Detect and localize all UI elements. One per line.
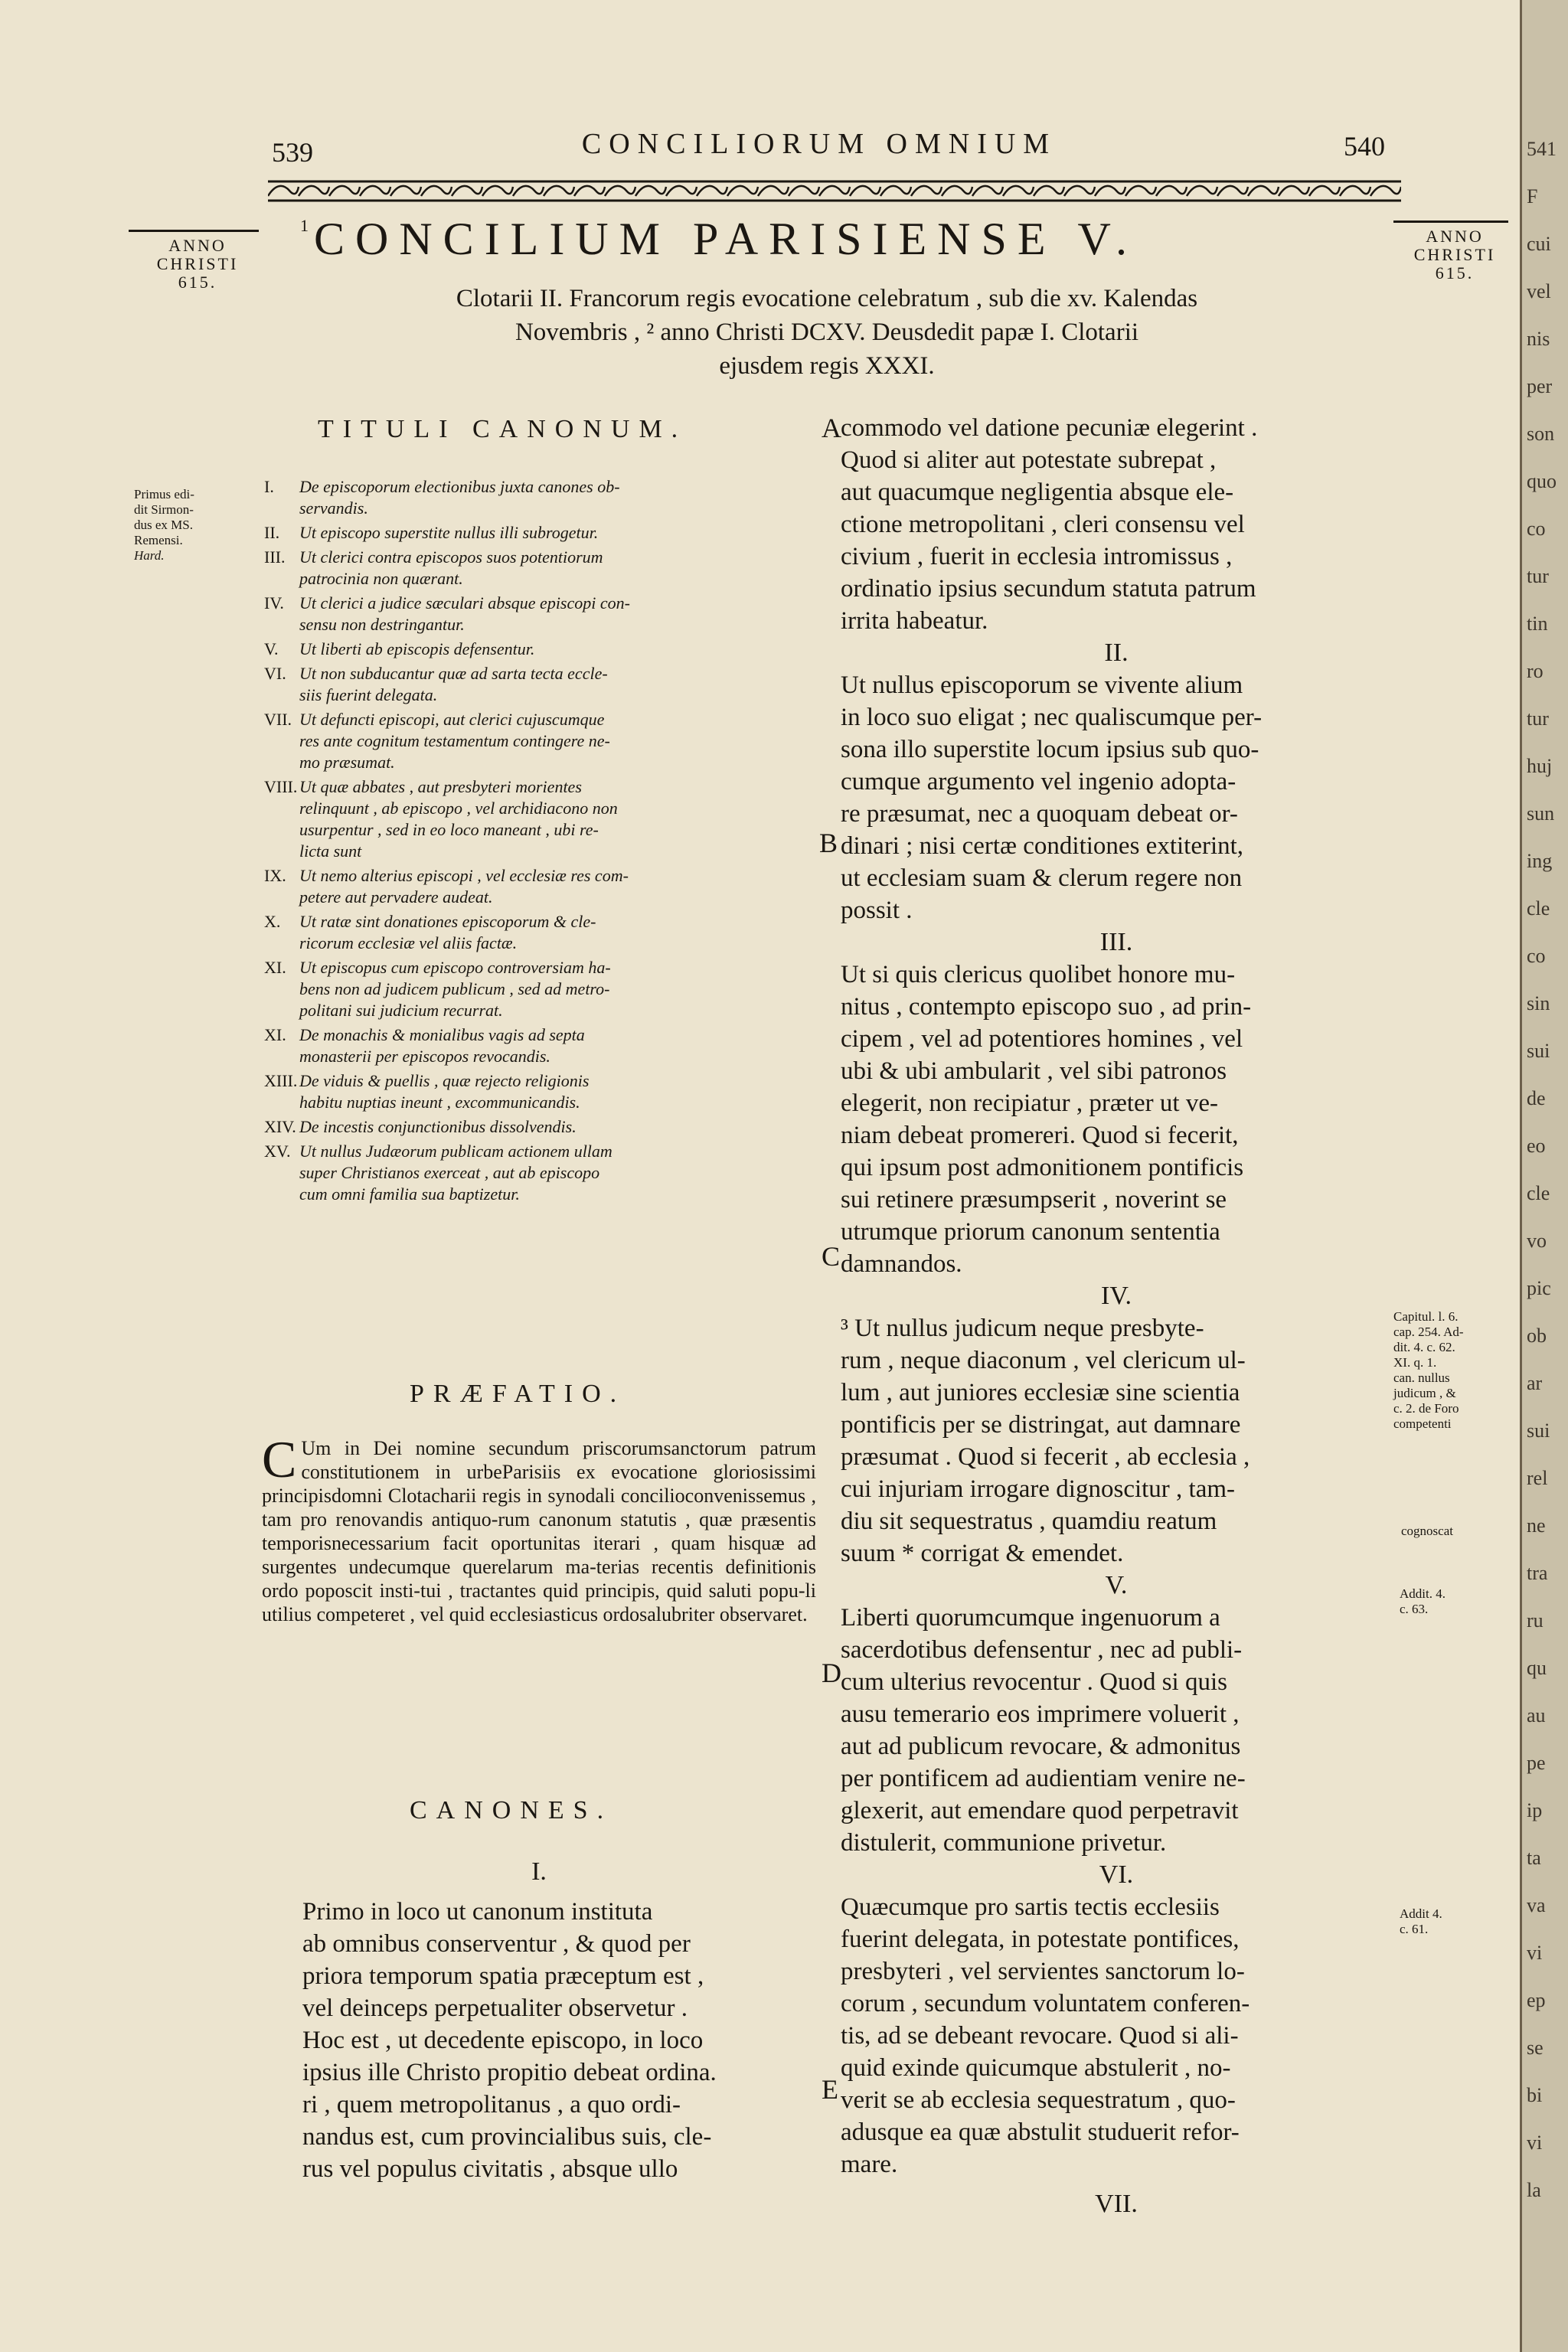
margin-note-line: dus ex MS. bbox=[134, 518, 193, 532]
canon-line: Quod si aliter aut potestate subrepat , bbox=[841, 446, 1217, 474]
margin-note-line: judicum , & bbox=[1393, 1386, 1456, 1400]
canon-line: ri , quem metropolitanus , a quo ordi- bbox=[302, 2091, 681, 2118]
next-page-fragment: F bbox=[1527, 185, 1538, 207]
canon-line: verit se ab ecclesia sequestratum , quo- bbox=[841, 2086, 1236, 2114]
praefatio-line: li utilius competeret , vel quid ecclesiasticus ordo bbox=[262, 1579, 816, 1625]
titulus-number: V. bbox=[264, 639, 279, 658]
subtitle-line: Clotarii II. Francorum regis evocatione celebratum , sub die xv. Kalendas bbox=[456, 285, 1198, 312]
titulus-text: Ut nemo alterius episcopi , vel ecclesiæ res com- bbox=[299, 866, 629, 885]
canon-line: glexerit, aut emendare quod perpetravit bbox=[841, 1797, 1239, 1824]
titulus-text: Ut non subducantur quæ ad sarta tecta eccle- bbox=[299, 664, 608, 683]
titulus-text: siis fuerint delegata. bbox=[299, 685, 438, 704]
next-page-fragment: ob bbox=[1527, 1325, 1547, 1347]
subtitle-line: ejusdem regis XXXI. bbox=[719, 352, 935, 380]
canon-line: qui ipsum post admonitionem pontificis bbox=[841, 1154, 1244, 1181]
canon-line: sui retinere præsumpserit , noverint se bbox=[841, 1186, 1227, 1214]
margin-note-left bbox=[134, 487, 218, 564]
ornamental-rule bbox=[268, 178, 1401, 204]
titulus-line bbox=[264, 709, 815, 730]
margin-note-line: cognoscat bbox=[1401, 1524, 1453, 1538]
anno-left bbox=[129, 230, 266, 292]
canon-line: re præsumat, nec a quoquam debeat or- bbox=[841, 800, 1238, 828]
titulus-line bbox=[264, 1000, 815, 1021]
tituli-list bbox=[264, 476, 815, 1208]
next-page-fragment: ta bbox=[1527, 1847, 1541, 1869]
titulus-text: licta sunt bbox=[299, 841, 362, 861]
canon-number: VI. bbox=[1099, 1860, 1134, 1889]
canon-line: quid exinde quicumque abstulerit , no- bbox=[841, 2054, 1231, 2082]
titulus-item bbox=[264, 1141, 815, 1205]
titulus-line bbox=[264, 1024, 815, 1046]
titulus-line bbox=[264, 798, 815, 819]
titulus-item bbox=[264, 663, 815, 706]
anno-year: 615. bbox=[1435, 263, 1475, 283]
titulus-line bbox=[264, 498, 815, 519]
canon-line: diu sit sequestratus , quamdiu reatum bbox=[841, 1508, 1217, 1535]
titulus-text: Ut clerici contra episcopos suos potentiorum bbox=[299, 547, 603, 567]
anno-right bbox=[1393, 220, 1516, 283]
canon-line: presbyteri , vel servientes sanctorum lo- bbox=[841, 1958, 1245, 1985]
praefatio-line: terias recentis definitionis ordo poposcit insti- bbox=[262, 1556, 816, 1602]
document-title: CONCILIUM PARISIENSE V. bbox=[314, 214, 1138, 264]
margin-note-line: c. 2. de Foro bbox=[1393, 1401, 1459, 1416]
canon-line: nandus est, cum provincialibus suis, cle- bbox=[302, 2123, 712, 2151]
next-page-fragment: ip bbox=[1527, 1799, 1543, 1821]
titulus-line bbox=[264, 593, 815, 614]
titulus-text: Ut defuncti episcopi, aut clerici cujuscumque bbox=[299, 710, 605, 729]
next-page-fragment: se bbox=[1527, 2037, 1544, 2059]
canon-line: ³ Ut nullus judicum neque presbyte- bbox=[841, 1315, 1204, 1342]
titulus-item bbox=[264, 709, 815, 773]
titulus-text: patrocinia non quærant. bbox=[299, 569, 463, 588]
canon-line: Hoc est , ut decedente episcopo, in loco bbox=[302, 2027, 704, 2054]
next-page-fragment: qu bbox=[1527, 1657, 1547, 1679]
next-page-fragment: ep bbox=[1527, 1989, 1546, 2011]
titulus-line bbox=[264, 819, 815, 841]
page-number-left: 539 bbox=[272, 137, 313, 168]
subtitle-line: Novembris , ² anno Christi DCXV. Deusdedit papæ I. Clotarii bbox=[514, 318, 1139, 346]
titulus-text: res ante cognitum testamentum contingere ne- bbox=[299, 731, 610, 750]
titulus-line bbox=[264, 568, 815, 590]
titulus-number: VIII. bbox=[264, 777, 298, 796]
right-column bbox=[841, 412, 1392, 2220]
canon-line: damnandos. bbox=[841, 1250, 962, 1278]
titulus-line bbox=[264, 978, 815, 1000]
canon-line: Ut si quis clericus quolibet honore mu- bbox=[841, 961, 1236, 988]
titulus-line bbox=[264, 1184, 815, 1205]
titulus-line bbox=[264, 639, 815, 660]
praefatio-line: Parisiis ex evocatione gloriosissimi principis bbox=[262, 1461, 816, 1507]
next-page-fragment: ar bbox=[1527, 1372, 1543, 1394]
canon-line: rum , neque diaconum , vel clericum ul- bbox=[841, 1347, 1246, 1374]
canon-line: tis, ad se debeant revocare. Quod si ali- bbox=[841, 2022, 1239, 2050]
canon-line: cumque argumento vel ingenio adopta- bbox=[841, 768, 1236, 795]
titulus-line bbox=[264, 887, 815, 908]
margin-note-line: dit Sirmon- bbox=[134, 502, 194, 517]
canon-line: utrumque priorum canonum sententia bbox=[841, 1218, 1220, 1246]
praefatio-line: necessarium facit oportunitas iterari , quam his bbox=[332, 1532, 752, 1554]
titulus-line bbox=[264, 663, 815, 684]
next-page-fragment: tur bbox=[1527, 565, 1549, 587]
titulus-text: cum omni familia sua baptizetur. bbox=[299, 1184, 520, 1204]
titulus-number: XIII. bbox=[264, 1071, 298, 1090]
canon-line: præsumat . Quod si fecerit , ab ecclesia , bbox=[841, 1443, 1250, 1471]
canon-line: ut ecclesiam suam & clerum regere non bbox=[841, 864, 1243, 892]
margin-note-line: Primus edi- bbox=[134, 487, 194, 501]
titulus-text: Ut episcopo superstite nullus illi subrogetur. bbox=[299, 523, 599, 542]
margin-note-line: Addit 4. bbox=[1400, 1906, 1442, 1921]
title-note-mark: 1 bbox=[300, 216, 309, 235]
titulus-number: VI. bbox=[264, 664, 286, 683]
canon-line: fuerint delegata, in potestate pontifices, bbox=[841, 1926, 1240, 1953]
canon-line: aut quacumque negligentia absque ele- bbox=[841, 479, 1234, 506]
canon-line: dinari ; nisi certæ conditiones extiterint, bbox=[841, 832, 1244, 860]
canon-line: elegerit, non recipiatur , præter ut ve- bbox=[841, 1089, 1218, 1117]
canon-number: III. bbox=[1099, 928, 1133, 956]
titulus-text: relinquunt , ab episcopo , vel archidiacono non bbox=[299, 799, 618, 818]
canon-line: ordinatio ipsius secundum statuta patrum bbox=[841, 575, 1256, 603]
canon-line: Quæcumque pro sartis tectis ecclesiis bbox=[841, 1893, 1220, 1921]
next-page-fragment: ro bbox=[1527, 660, 1544, 682]
titulus-number: XI. bbox=[264, 958, 286, 977]
titulus-line bbox=[264, 865, 815, 887]
next-page-fragment: co bbox=[1527, 945, 1546, 967]
titulus-number: II. bbox=[264, 523, 280, 542]
canon-line: ab omnibus conserventur , & quod per bbox=[302, 1930, 691, 1958]
titulus-line bbox=[264, 1116, 815, 1138]
canones-heading: CANONES. bbox=[410, 1796, 613, 1824]
next-page-fragment: quo bbox=[1527, 470, 1557, 492]
margin-letter: E bbox=[822, 2074, 838, 2105]
canon-line: distulerit, communione privetur. bbox=[841, 1829, 1167, 1857]
titulus-text: bens non ad judicem publicum , sed ad metro- bbox=[299, 979, 610, 998]
titulus-number: IV. bbox=[264, 593, 284, 612]
canon-line: adusque ea quæ abstulit studuerit refor- bbox=[841, 2118, 1240, 2146]
titulus-text: Ut quæ abbates , aut presbyteri morientes bbox=[299, 777, 582, 796]
document-subtitle bbox=[291, 282, 1363, 383]
running-title: CONCILIORUM OMNIUM bbox=[581, 128, 1057, 160]
titulus-line bbox=[264, 1092, 815, 1113]
titulus-item bbox=[264, 1070, 815, 1113]
canon-line: Primo in loco ut canonum instituta bbox=[302, 1898, 653, 1926]
titulus-line bbox=[264, 911, 815, 933]
titulus-number: IX. bbox=[264, 866, 286, 885]
margin-letter: D bbox=[822, 1658, 841, 1688]
margin-note-line: Hard. bbox=[134, 548, 165, 563]
next-page-fragment: son bbox=[1527, 423, 1555, 445]
titulus-text: super Christianos exerceat , aut ab episcopo bbox=[299, 1163, 600, 1182]
titulus-line bbox=[264, 841, 815, 862]
next-page-fragment: vi bbox=[1527, 1942, 1543, 1964]
margin-note-line: can. nullus bbox=[1393, 1370, 1450, 1385]
anno-label: ANNO bbox=[168, 236, 227, 255]
titulus-line bbox=[264, 730, 815, 752]
next-page-fragment: cle bbox=[1527, 897, 1550, 920]
next-page-fragment: ing bbox=[1527, 850, 1553, 872]
canon-line: cipem , vel ad potentiores homines , vel bbox=[841, 1025, 1243, 1053]
titulus-text: habitu nuptias ineunt , excommunicandis. bbox=[299, 1093, 580, 1112]
anno-year: 615. bbox=[178, 273, 217, 292]
next-page-edge bbox=[1520, 0, 1568, 2352]
titulus-text: politani sui judicium recurrat. bbox=[299, 1001, 503, 1020]
next-page-fragment: eo bbox=[1527, 1135, 1546, 1157]
canon-number: V. bbox=[1105, 1571, 1128, 1599]
divider bbox=[1393, 220, 1508, 223]
canon-line: niam debeat promereri. Quod si fecerit, bbox=[841, 1122, 1239, 1149]
titulus-item bbox=[264, 865, 815, 908]
praefatio-line: tui , tractantes quid principis, quid saluti popu- bbox=[420, 1579, 805, 1602]
titulus-number: XIV. bbox=[264, 1117, 296, 1136]
margin-note-line: c. 63. bbox=[1400, 1602, 1429, 1616]
next-page-fragment: la bbox=[1527, 2179, 1541, 2201]
titulus-line bbox=[264, 957, 815, 978]
titulus-number: X. bbox=[264, 912, 281, 931]
titulus-number: XV. bbox=[264, 1142, 291, 1161]
canon-line: Liberti quorumcumque ingenuorum a bbox=[841, 1604, 1220, 1632]
praefatio-line: Um in Dei nomine secundum priscorum bbox=[301, 1437, 664, 1459]
next-page-fragment: sun bbox=[1527, 802, 1555, 825]
titulus-item bbox=[264, 1024, 815, 1067]
titulus-text: sensu non destringantur. bbox=[299, 615, 465, 634]
canon-line: vel deinceps perpetualiter observetur . bbox=[302, 1994, 688, 2022]
titulus-line bbox=[264, 1162, 815, 1184]
next-page-fragment: au bbox=[1527, 1704, 1546, 1726]
next-page-fragment: huj bbox=[1527, 755, 1553, 777]
titulus-item bbox=[264, 593, 815, 635]
praefatio-line: rum canonum statutis , quæ præsentis temporis bbox=[262, 1508, 817, 1554]
margin-note-line: c. 61. bbox=[1400, 1922, 1429, 1936]
margin-note-right bbox=[1393, 1309, 1508, 1432]
next-page-fragment: rel bbox=[1527, 1467, 1548, 1489]
titulus-text: De monachis & monialibus vagis ad septa bbox=[299, 1025, 585, 1044]
canon-line: ctione metropolitani , cleri consensu vel bbox=[841, 511, 1245, 538]
praefatio-line: convenissemus , tam pro renovandis antiquo- bbox=[262, 1485, 816, 1530]
canon-text bbox=[302, 1896, 823, 2185]
next-page-fragment: vo bbox=[1527, 1230, 1547, 1252]
titulus-text: usurpentur , sed in eo loco maneant , ubi re- bbox=[299, 820, 599, 839]
praefatio-heading: PRÆFATIO. bbox=[410, 1380, 626, 1408]
margin-letter: A bbox=[822, 413, 841, 443]
next-page-fragment: cle bbox=[1527, 1182, 1550, 1204]
titulus-text: ricorum ecclesiæ vel aliis factæ. bbox=[299, 933, 518, 952]
titulus-text: Ut ratæ sint donationes episcoporum & cle- bbox=[299, 912, 596, 931]
titulus-item bbox=[264, 522, 815, 544]
canon-line: priora temporum spatia præceptum est , bbox=[302, 1962, 704, 1990]
canon-line: ubi & ubi ambularit , vel sibi patronos bbox=[841, 1057, 1227, 1085]
next-page-fragment: ne bbox=[1527, 1514, 1546, 1537]
next-page-fragment: bi bbox=[1527, 2084, 1543, 2106]
canon-number: VII. bbox=[1095, 2190, 1138, 2218]
titulus-text: De viduis & puellis , quæ rejecto religionis bbox=[299, 1071, 590, 1090]
canon-number: I. bbox=[531, 1857, 547, 1886]
page-number-right: 540 bbox=[1344, 131, 1385, 162]
next-page-fragment: va bbox=[1527, 1894, 1546, 1916]
margin-note-line: competenti bbox=[1393, 1416, 1452, 1431]
titulus-line bbox=[264, 1070, 815, 1092]
canon-line: Ut nullus episcoporum se vivente alium bbox=[841, 671, 1243, 699]
titulus-line bbox=[264, 933, 815, 954]
margin-note-right bbox=[1400, 1906, 1514, 1937]
divider bbox=[129, 230, 259, 232]
margin-note-right bbox=[1401, 1524, 1516, 1539]
next-page-fragment: nis bbox=[1527, 328, 1550, 350]
canon-line: ausu temerario eos imprimere voluerit , bbox=[841, 1700, 1240, 1728]
titulus-line bbox=[264, 547, 815, 568]
titulus-line bbox=[264, 1046, 815, 1067]
praefatio-line: domni Clotacharii regis in synodali concilio bbox=[332, 1485, 685, 1507]
titulus-text: De episcoporum electionibus juxta canones ob- bbox=[299, 477, 620, 496]
margin-letter: B bbox=[819, 828, 838, 858]
titulus-item bbox=[264, 1116, 815, 1138]
next-page-fragment: tra bbox=[1527, 1562, 1548, 1584]
canon-line: possit . bbox=[841, 897, 913, 924]
canon-number: II. bbox=[1104, 639, 1129, 667]
next-page-fragment: tin bbox=[1527, 612, 1548, 635]
next-page-fragment: 541 bbox=[1527, 138, 1557, 160]
anno-label: CHRISTI bbox=[1413, 245, 1496, 264]
titulus-item bbox=[264, 547, 815, 590]
titulus-line bbox=[264, 614, 815, 635]
canon-line: pontificis per se distringat, aut damnare bbox=[841, 1411, 1241, 1439]
next-page-fragment: cui bbox=[1527, 233, 1551, 255]
canon-line: aut ad publicum revocare, & admonitus bbox=[841, 1733, 1241, 1760]
titulus-line bbox=[264, 684, 815, 706]
titulus-text: Ut liberti ab episcopis defensentur. bbox=[299, 639, 535, 658]
titulus-item bbox=[264, 911, 815, 954]
canon-line: irrita habeatur. bbox=[841, 607, 988, 635]
titulus-text: Ut nullus Judæorum publicam actionem ullam bbox=[299, 1142, 612, 1161]
titulus-number: VII. bbox=[264, 710, 292, 729]
titulus-text: De incestis conjunctionibus dissolvendis. bbox=[299, 1117, 577, 1136]
margin-note-line: Addit. 4. bbox=[1400, 1586, 1446, 1601]
titulus-text: Ut clerici a judice sæculari absque episcopi con- bbox=[299, 593, 630, 612]
next-page-fragment: ru bbox=[1527, 1609, 1544, 1632]
titulus-item bbox=[264, 776, 815, 862]
canon-line: lum , aut juniores ecclesiæ sine scientia bbox=[841, 1379, 1240, 1406]
next-page-fragment: vi bbox=[1527, 2132, 1543, 2154]
titulus-number: XI. bbox=[264, 1025, 286, 1044]
next-page-fragment: de bbox=[1527, 1087, 1546, 1109]
next-page-fragment: vel bbox=[1527, 280, 1551, 302]
canon-line: civium , fuerit in ecclesia intromissus , bbox=[841, 543, 1233, 570]
titulus-text: servandis. bbox=[299, 498, 368, 518]
next-page-fragment: pic bbox=[1527, 1277, 1551, 1299]
titulus-text: mo præsumat. bbox=[299, 753, 395, 772]
next-page-fragment: co bbox=[1527, 518, 1546, 540]
next-page-fragment: sui bbox=[1527, 1040, 1550, 1062]
margin-note-line: dit. 4. c. 62. bbox=[1393, 1340, 1455, 1354]
next-page-fragment: tur bbox=[1527, 707, 1549, 730]
canon-line: cui injuriam irrogare dignoscitur , tam- bbox=[841, 1475, 1236, 1503]
titulus-text: monasterii per episcopos revocandis. bbox=[299, 1047, 550, 1066]
titulus-item bbox=[264, 476, 815, 519]
canon-line: corum , secundum voluntatem conferen- bbox=[841, 1990, 1250, 2017]
anno-label: CHRISTI bbox=[156, 254, 239, 273]
drop-cap: C bbox=[262, 1430, 297, 1488]
titulus-number: III. bbox=[264, 547, 286, 567]
praefatio-line: sanctorum patrum constitutionem in urbe bbox=[301, 1437, 816, 1483]
canon-line: ipsius ille Christo propitio debeat ordina. bbox=[302, 2059, 717, 2086]
titulus-line bbox=[264, 1141, 815, 1162]
next-page-fragment: sin bbox=[1527, 992, 1550, 1014]
titulus-line bbox=[264, 476, 815, 498]
titulus-item bbox=[264, 957, 815, 1021]
praefatio-line: salubriter observaret. bbox=[639, 1603, 808, 1625]
margin-note-right bbox=[1400, 1586, 1514, 1617]
canon-line: suum * corrigat & emendet. bbox=[841, 1540, 1124, 1567]
canon-number: IV. bbox=[1101, 1282, 1132, 1310]
margin-note-line: Remensi. bbox=[134, 533, 183, 547]
titulus-number: I. bbox=[264, 477, 274, 496]
canon-line: sacerdotibus defensentur , nec ad publi- bbox=[841, 1636, 1243, 1664]
canon-line: in loco suo eligat ; nec qualiscumque per- bbox=[841, 704, 1263, 731]
titulus-text: petere aut pervadere audeat. bbox=[299, 887, 493, 906]
canon-line: nitus , contempto episcopo suo , ad prin- bbox=[841, 993, 1252, 1021]
canon-line: commodo vel datione pecuniæ elegerint . bbox=[841, 414, 1258, 442]
titulus-line bbox=[264, 752, 815, 773]
praefatio-text bbox=[262, 1430, 817, 1626]
tituli-heading: TITULI CANONUM. bbox=[318, 415, 688, 443]
titulus-item bbox=[264, 639, 815, 660]
margin-note-line: Capitul. l. 6. bbox=[1393, 1309, 1459, 1324]
canon-line: per pontificem ad audientiam venire ne- bbox=[841, 1765, 1246, 1792]
canon-line: cum ulterius revocentur . Quod si quis bbox=[841, 1668, 1227, 1696]
margin-note-line: cap. 254. Ad- bbox=[1393, 1325, 1464, 1339]
titulus-line bbox=[264, 776, 815, 798]
anno-label: ANNO bbox=[1426, 227, 1484, 246]
titulus-line bbox=[264, 522, 815, 544]
next-page-fragment: per bbox=[1527, 375, 1553, 397]
canon-line: sona illo superstite locum ipsius sub quo- bbox=[841, 736, 1259, 763]
canon-line: rus vel populus civitatis , absque ullo bbox=[302, 2155, 678, 2183]
praefatio-line: quæ ad surgentes undecumque querelarum ma- bbox=[262, 1532, 816, 1578]
next-page-fragment: sui bbox=[1527, 1419, 1550, 1442]
next-page-fragment: pe bbox=[1527, 1752, 1546, 1774]
titulus-text: Ut episcopus cum episcopo controversiam ha- bbox=[299, 958, 611, 977]
margin-letter: C bbox=[822, 1241, 841, 1272]
canon-line: mare. bbox=[841, 2151, 898, 2178]
margin-note-line: XI. q. 1. bbox=[1393, 1355, 1437, 1370]
